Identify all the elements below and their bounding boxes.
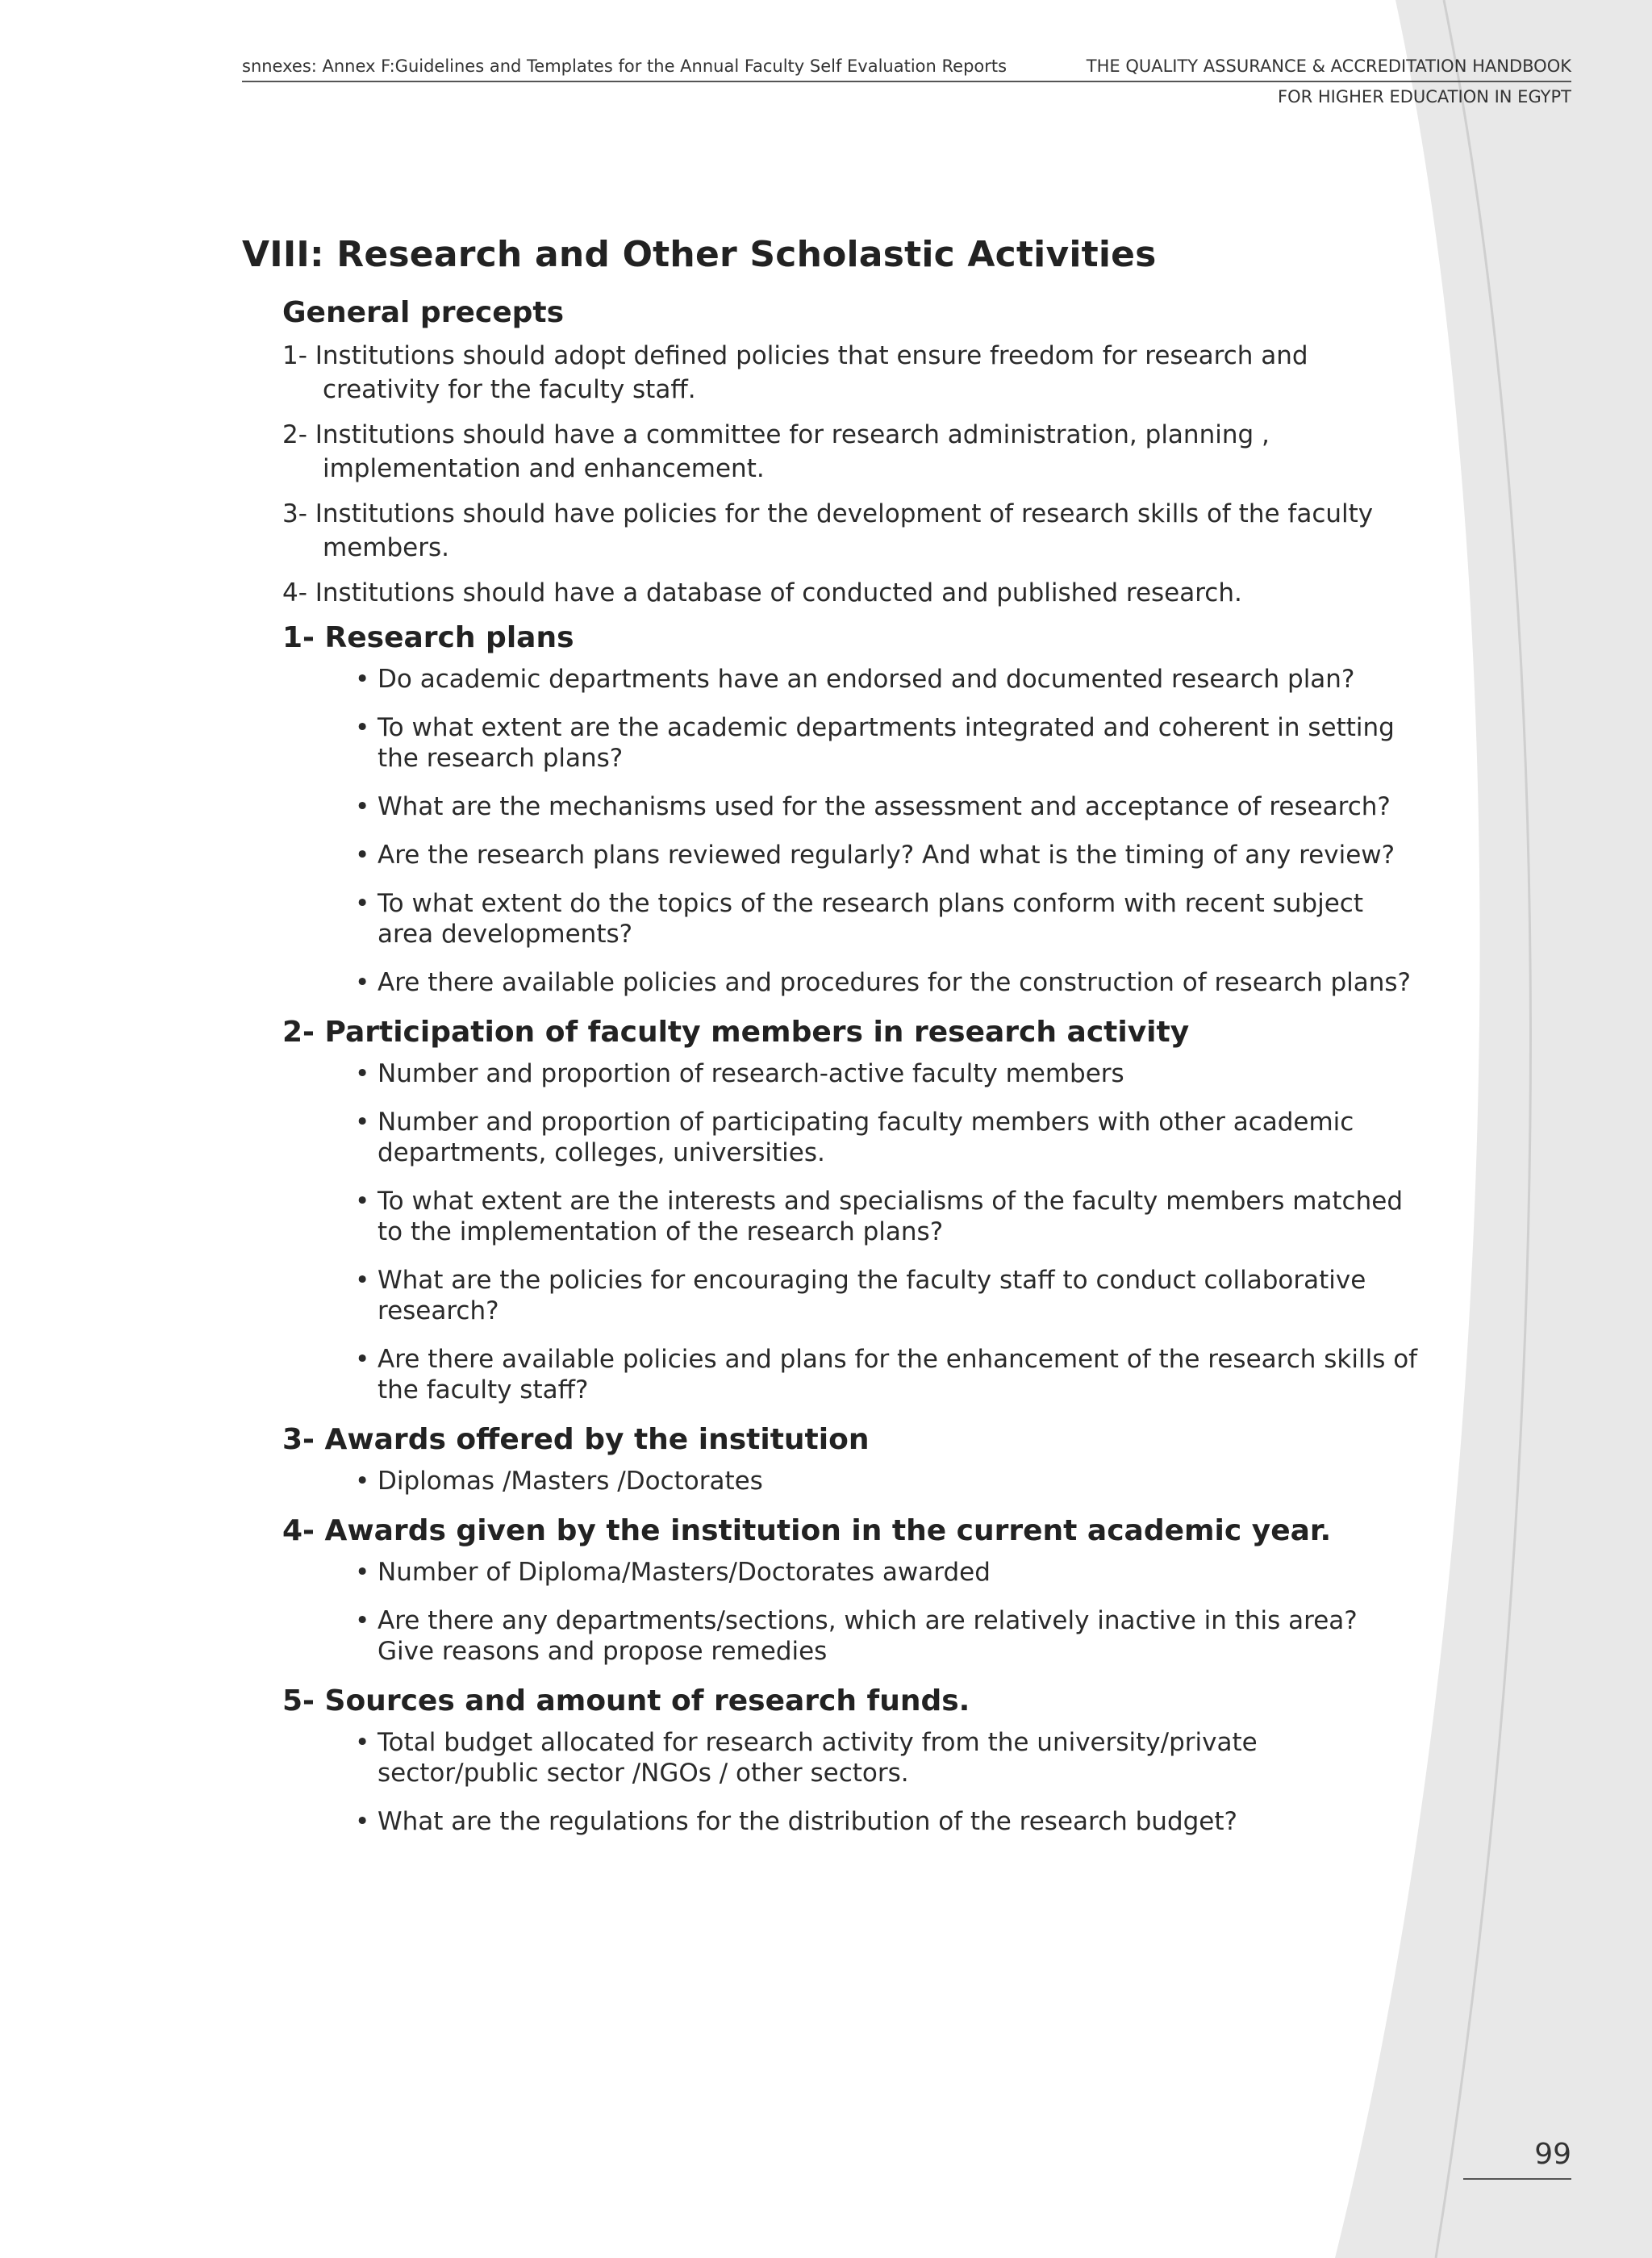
running-header-right-subtitle: FOR HIGHER EDUCATION IN EGYPT bbox=[1278, 87, 1571, 106]
bullet-item: • Number of Diploma/Masters/Doctorates awarded bbox=[355, 1558, 991, 1587]
section-heading: 5- Sources and amount of research funds. bbox=[282, 1684, 970, 1717]
bullet-item: • Number and proportion of research-active faculty members bbox=[355, 1059, 1124, 1088]
bullet-item: • Number and proportion of participating faculty members with other academic departments, colleges, universities. bbox=[355, 1108, 1354, 1167]
bullet-list bbox=[242, 1727, 1420, 1837]
section-research-plans bbox=[242, 621, 1420, 998]
page-number-rule bbox=[1463, 2178, 1571, 2180]
bullet-item: • Are there available policies and plans for the enhancement of the research skills of the faculty staff? bbox=[355, 1345, 1418, 1404]
bullet-icon: • bbox=[355, 1266, 370, 1295]
section-awards-given bbox=[242, 1514, 1420, 1667]
bullet-item: • Do academic departments have an endorsed and documented research plan? bbox=[355, 665, 1355, 694]
bullet-item: • Total budget allocated for research activity from the university/private sector/public sector /NGOs / other sectors. bbox=[355, 1728, 1258, 1788]
bullet-item: • What are the policies for encouraging the faculty staff to conduct collaborative research? bbox=[355, 1266, 1366, 1325]
section-research-funds bbox=[242, 1684, 1420, 1837]
header-divider bbox=[242, 81, 1571, 82]
page-number: 99 bbox=[1534, 2138, 1571, 2171]
bullet-item: • Are there any departments/sections, which are relatively inactive in this area? Give reasons and propose remedies bbox=[355, 1606, 1358, 1666]
section-heading: 1- Research plans bbox=[282, 621, 574, 654]
bullet-item: • Diplomas /Masters /Doctorates bbox=[355, 1467, 763, 1496]
section-awards-offered bbox=[242, 1423, 1420, 1496]
bullet-item: • What are the regulations for the distribution of the research budget? bbox=[355, 1807, 1237, 1836]
section-heading: 3- Awards offered by the institution bbox=[282, 1423, 870, 1456]
precept-item: 1- Institutions should adopt defined policies that ensure freedom for research and creativity for the faculty staff. bbox=[282, 341, 1308, 404]
page-content bbox=[242, 234, 1420, 1855]
bullet-icon: • bbox=[355, 1728, 370, 1757]
precept-item: 4- Institutions should have a database of conducted and published research. bbox=[282, 578, 1242, 607]
bullet-icon: • bbox=[355, 1807, 370, 1836]
bullet-list bbox=[242, 664, 1420, 998]
section-faculty-participation bbox=[242, 1016, 1420, 1405]
bullet-icon: • bbox=[355, 1108, 370, 1137]
bullet-item: • What are the mechanisms used for the assessment and acceptance of research? bbox=[355, 792, 1391, 821]
running-header-right: THE QUALITY ASSURANCE & ACCREDITATION HANDBOOK bbox=[1086, 56, 1571, 76]
bullet-item: • To what extent are the interests and specialisms of the faculty members matched to the implementation of the research plans? bbox=[355, 1187, 1403, 1246]
bullet-item: • To what extent do the topics of the research plans conform with recent subject area developments? bbox=[355, 889, 1363, 949]
bullet-icon: • bbox=[355, 1558, 370, 1587]
bullet-icon: • bbox=[355, 792, 370, 821]
precept-item: 2- Institutions should have a committee for research administration, planning , implementation and enhancement. bbox=[282, 420, 1270, 483]
bullet-item: • Are the research plans reviewed regularly? And what is the timing of any review? bbox=[355, 841, 1395, 870]
bullet-icon: • bbox=[355, 841, 370, 870]
precept-item: 3- Institutions should have policies for the development of research skills of the faculty members. bbox=[282, 499, 1374, 562]
bullet-icon: • bbox=[355, 1606, 370, 1635]
bullet-icon: • bbox=[355, 1187, 370, 1216]
bullet-icon: • bbox=[355, 713, 370, 742]
section-heading: 2- Participation of faculty members in research activity bbox=[282, 1016, 1190, 1049]
bullet-list bbox=[242, 1557, 1420, 1667]
bullet-icon: • bbox=[355, 665, 370, 694]
general-precepts-list bbox=[242, 339, 1420, 610]
page-title: VIII: Research and Other Scholastic Activities bbox=[242, 234, 1157, 275]
bullet-icon: • bbox=[355, 1059, 370, 1088]
section-heading: 4- Awards given by the institution in the current academic year. bbox=[282, 1514, 1332, 1547]
bullet-list bbox=[242, 1058, 1420, 1405]
bullet-icon: • bbox=[355, 889, 370, 918]
running-header-left: snnexes: Annex F:Guidelines and Templates for the Annual Faculty Self Evaluation Reports bbox=[242, 56, 1007, 76]
general-precepts-heading: General precepts bbox=[282, 296, 565, 329]
bullet-list bbox=[242, 1466, 1420, 1496]
bullet-item: • Are there available policies and procedures for the construction of research plans? bbox=[355, 968, 1411, 997]
bullet-item: • To what extent are the academic departments integrated and coherent in setting the research plans? bbox=[355, 713, 1395, 773]
bullet-icon: • bbox=[355, 1345, 370, 1374]
bullet-icon: • bbox=[355, 968, 370, 997]
bullet-icon: • bbox=[355, 1467, 370, 1496]
